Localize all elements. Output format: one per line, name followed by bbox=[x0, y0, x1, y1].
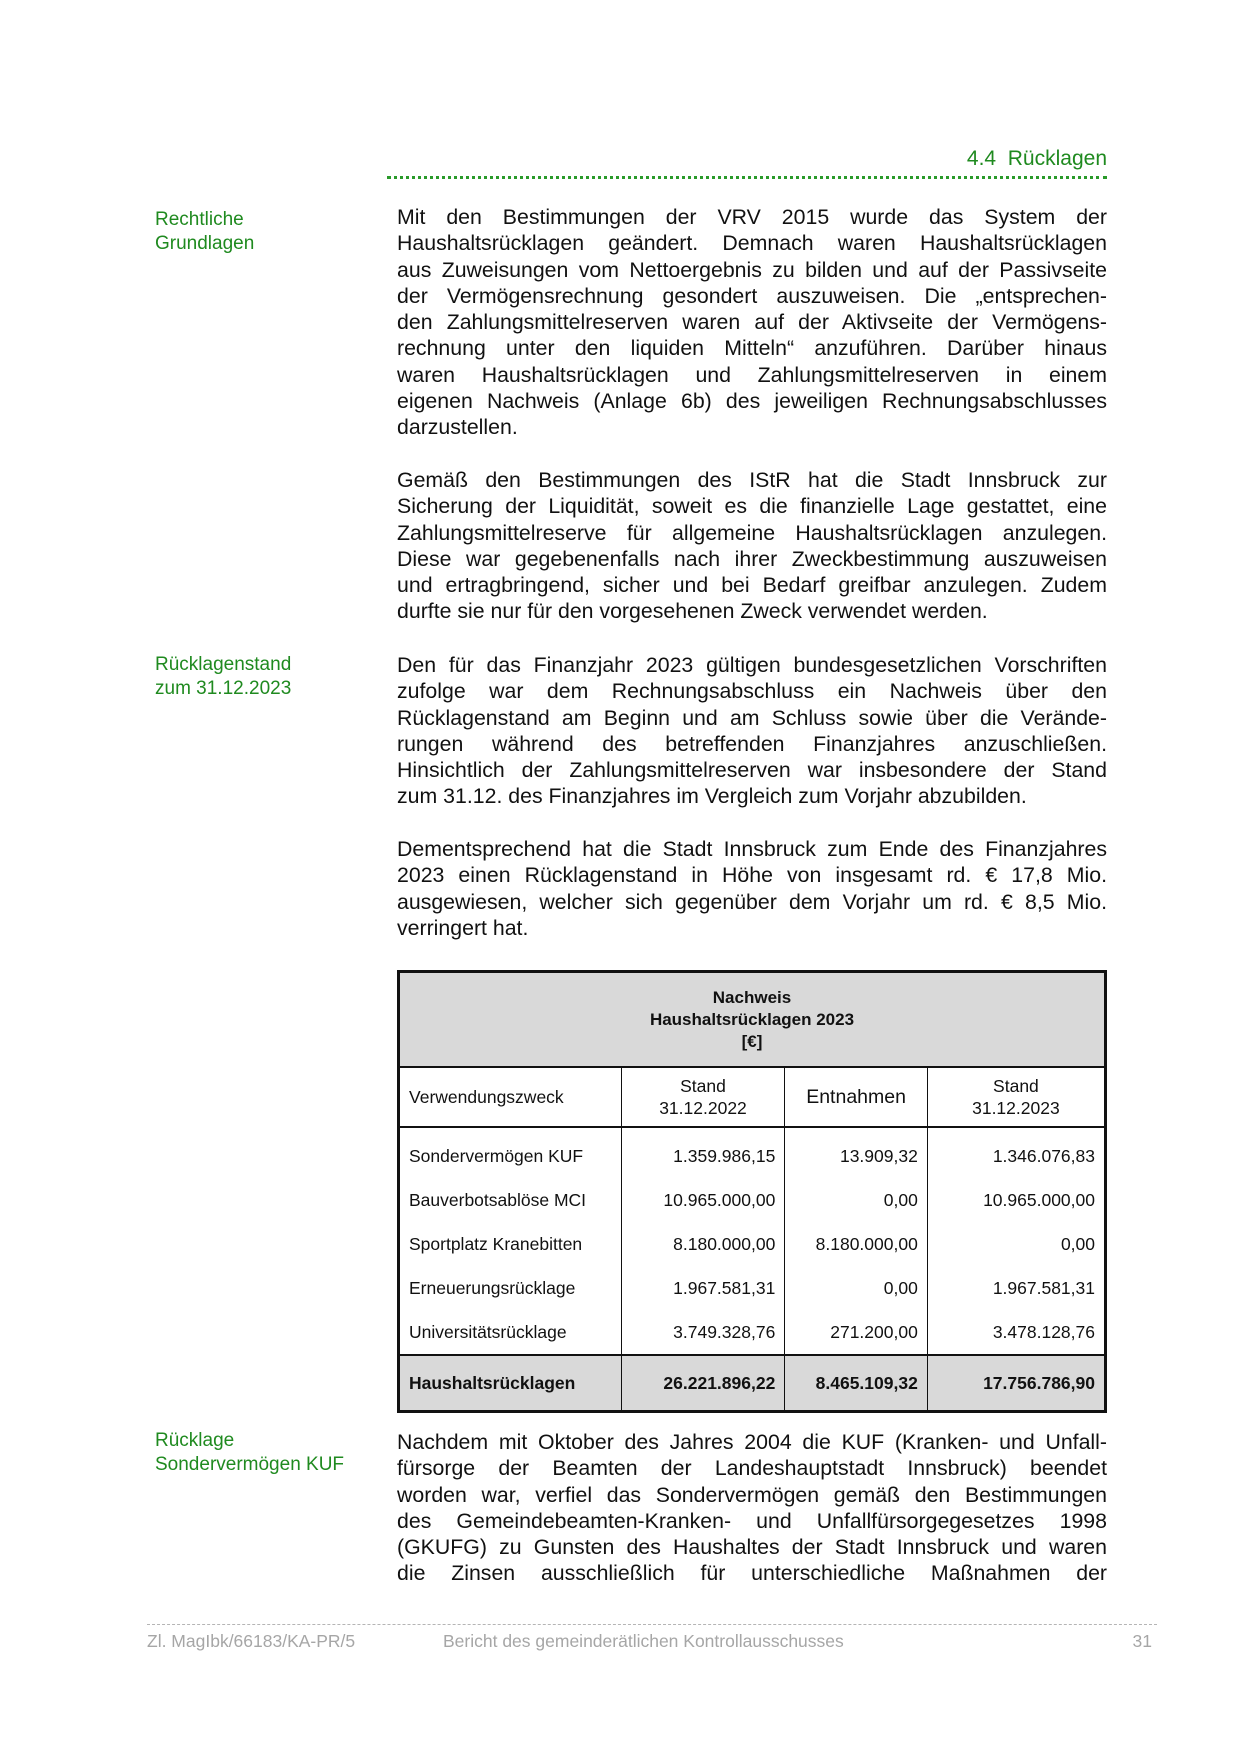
header-line: 31.12.2022 bbox=[659, 1098, 747, 1118]
paragraph-federal-rules bbox=[397, 652, 1107, 810]
table-title-line: [€] bbox=[741, 1031, 763, 1051]
text-line: aus Zuweisungen vom Nettoergebnis zu bilden und auf der Passivseite bbox=[397, 257, 1107, 282]
cell-purpose: Sondervermögen KUF bbox=[399, 1127, 622, 1178]
cell-start: 1.359.986,15 bbox=[621, 1127, 785, 1178]
header-line: 31.12.2023 bbox=[972, 1098, 1060, 1118]
cell-withdrawals: 0,00 bbox=[785, 1266, 928, 1310]
footer-reference: Zl. MagIbk/66183/KA-PR/5 bbox=[147, 1631, 356, 1651]
total-purpose: Haushaltsrücklagen bbox=[399, 1355, 622, 1412]
header-start bbox=[621, 1067, 785, 1127]
text-line: Zahlungsmittelreserve für allgemeine Haushaltsrücklagen anzulegen. bbox=[397, 520, 1107, 545]
text-line: zufolge war dem Rechnungsabschluss ein Nachweis über den bbox=[397, 679, 1107, 704]
side-label-line: Rücklage bbox=[155, 1430, 235, 1451]
total-start: 26.221.896,22 bbox=[621, 1355, 785, 1412]
text-line: ausgewiesen, welcher sich gegenüber dem Vorjahr um rd. € 8,5 Mio. bbox=[397, 889, 1107, 914]
table-title-line: Haushaltsrücklagen 2023 bbox=[649, 1009, 855, 1029]
cell-start: 3.749.328,76 bbox=[621, 1310, 785, 1355]
side-label-kuf-reserve bbox=[155, 1429, 385, 1477]
table-row bbox=[399, 1178, 1106, 1222]
table-title bbox=[399, 972, 1106, 1068]
header-line: Stand bbox=[680, 1076, 726, 1096]
text-line: rungen während des betreffenden Finanzjahres anzuschließen. bbox=[397, 731, 1107, 756]
text-line: die Zinsen ausschließlich für unterschiedliche Maßnahmen der bbox=[397, 1561, 1107, 1586]
header-line: Stand bbox=[993, 1076, 1039, 1096]
text-line: Hinsichtlich der Zahlungsmittelreserven war insbesondere der Stand bbox=[397, 758, 1107, 783]
cell-purpose: Bauverbotsablöse MCI bbox=[399, 1178, 622, 1222]
cell-withdrawals: 8.180.000,00 bbox=[785, 1222, 928, 1266]
paragraph-istr-liquidity bbox=[397, 467, 1107, 625]
header-purpose: Verwendungszweck bbox=[399, 1067, 622, 1127]
text-line: Rücklagenstand am Beginn und am Schluss sowie über die Verände- bbox=[397, 705, 1107, 730]
text-line: Gemäß den Bestimmungen des IStR hat die Stadt Innsbruck zur bbox=[397, 468, 1107, 492]
cell-withdrawals: 13.909,32 bbox=[785, 1127, 928, 1178]
text-line: Dementsprechend hat die Stadt Innsbruck zum Ende des Finanzjahres bbox=[397, 837, 1107, 861]
text-line: und ertragbringend, sicher und bei Bedarf greifbar anzulegen. Zudem bbox=[397, 573, 1107, 598]
text-line: Mit den Bestimmungen der VRV 2015 wurde das System der bbox=[397, 205, 1107, 229]
side-label-reserve-status bbox=[155, 653, 385, 701]
cell-start: 10.965.000,00 bbox=[621, 1178, 785, 1222]
paragraph-legal-basis bbox=[397, 204, 1107, 441]
text-line: Sicherung der Liquidität, soweit es die finanzielle Lage gestattet, eine bbox=[397, 494, 1107, 519]
reserves-table bbox=[397, 970, 1107, 1413]
cell-end: 10.965.000,00 bbox=[927, 1178, 1105, 1222]
heading-dotted-rule bbox=[387, 176, 1107, 179]
side-label-line: Grundlagen bbox=[155, 233, 255, 254]
side-label-line: Sondervermögen KUF bbox=[155, 1454, 345, 1475]
text-line: worden war, verfiel das Sondervermögen gemäß den Bestimmungen bbox=[397, 1482, 1107, 1507]
text-line: durfte sie nur für den vorgesehenen Zweck verwendet werden. bbox=[397, 599, 988, 624]
cell-start: 1.967.581,31 bbox=[621, 1266, 785, 1310]
side-label-legal-basis bbox=[155, 208, 385, 256]
text-line: waren Haushaltsrücklagen und Zahlungsmittelreserven in einem bbox=[397, 362, 1107, 387]
side-label-line: Rücklagenstand bbox=[155, 654, 292, 675]
table-header-row bbox=[399, 1067, 1106, 1127]
text-line: Haushaltsrücklagen geändert. Demnach waren Haushaltsrücklagen bbox=[397, 231, 1107, 256]
cell-withdrawals: 0,00 bbox=[785, 1178, 928, 1222]
text-line: Den für das Finanzjahr 2023 gültigen bundesgesetzlichen Vorschriften bbox=[397, 653, 1107, 677]
paragraph-kuf-fund bbox=[397, 1429, 1107, 1587]
paragraph-reserve-summary bbox=[397, 836, 1107, 941]
text-line: der Vermögensrechnung gesondert auszuweisen. Die „entsprechen- bbox=[397, 283, 1107, 308]
text-line: darzustellen. bbox=[397, 415, 518, 440]
cell-purpose: Universitätsrücklage bbox=[399, 1310, 622, 1355]
header-end bbox=[927, 1067, 1105, 1127]
cell-end: 1.346.076,83 bbox=[927, 1127, 1105, 1178]
text-line: verringert hat. bbox=[397, 915, 529, 940]
cell-start: 8.180.000,00 bbox=[621, 1222, 785, 1266]
side-label-line: Rechtliche bbox=[155, 209, 244, 230]
table-row bbox=[399, 1222, 1106, 1266]
total-end: 17.756.786,90 bbox=[927, 1355, 1105, 1412]
cell-end: 1.967.581,31 bbox=[927, 1266, 1105, 1310]
table-total-row bbox=[399, 1355, 1106, 1412]
cell-purpose: Sportplatz Kranebitten bbox=[399, 1222, 622, 1266]
text-line: fürsorge der Beamten der Landeshauptstadt Innsbruck) beendet bbox=[397, 1456, 1107, 1481]
text-line: 2023 einen Rücklagenstand in Höhe von insgesamt rd. € 17,8 Mio. bbox=[397, 863, 1107, 888]
cell-purpose: Erneuerungsrücklage bbox=[399, 1266, 622, 1310]
text-line: des Gemeindebeamten-Kranken- und Unfallfürsorgegesetzes 1998 bbox=[397, 1508, 1107, 1533]
total-withdrawals: 8.465.109,32 bbox=[785, 1355, 928, 1412]
cell-end: 0,00 bbox=[927, 1222, 1105, 1266]
section-heading: 4.4 Rücklagen bbox=[966, 147, 1107, 170]
text-line: (GKUFG) zu Gunsten des Haushaltes der Stadt Innsbruck und waren bbox=[397, 1535, 1107, 1560]
table-row bbox=[399, 1127, 1106, 1178]
header-withdrawals: Entnahmen bbox=[785, 1067, 928, 1127]
text-line: Nachdem mit Oktober des Jahres 2004 die KUF (Kranken- und Unfall- bbox=[397, 1430, 1107, 1454]
side-label-line: zum 31.12.2023 bbox=[155, 678, 292, 699]
page-number: 31 bbox=[1132, 1631, 1152, 1651]
cell-withdrawals: 271.200,00 bbox=[785, 1310, 928, 1355]
table-row bbox=[399, 1266, 1106, 1310]
footer-dashed-rule bbox=[147, 1624, 1157, 1625]
table-row bbox=[399, 1310, 1106, 1355]
text-line: zum 31.12. des Finanzjahres im Vergleich zum Vorjahr abzubilden. bbox=[397, 784, 1027, 809]
text-line: Diese war gegebenenfalls nach ihrer Zweckbestimmung auszuweisen bbox=[397, 546, 1107, 571]
text-line: rechnung unter den liquiden Mitteln“ anzuführen. Darüber hinaus bbox=[397, 336, 1107, 361]
footer-title: Bericht des gemeinderätlichen Kontrollausschusses bbox=[443, 1631, 844, 1651]
cell-end: 3.478.128,76 bbox=[927, 1310, 1105, 1355]
table-title-row bbox=[399, 972, 1106, 1068]
text-line: eigenen Nachweis (Anlage 6b) des jeweiligen Rechnungsabschlusses bbox=[397, 389, 1107, 414]
table-title-line: Nachweis bbox=[712, 987, 792, 1007]
text-line: den Zahlungsmittelreserven waren auf der Aktivseite der Vermögens- bbox=[397, 310, 1107, 335]
